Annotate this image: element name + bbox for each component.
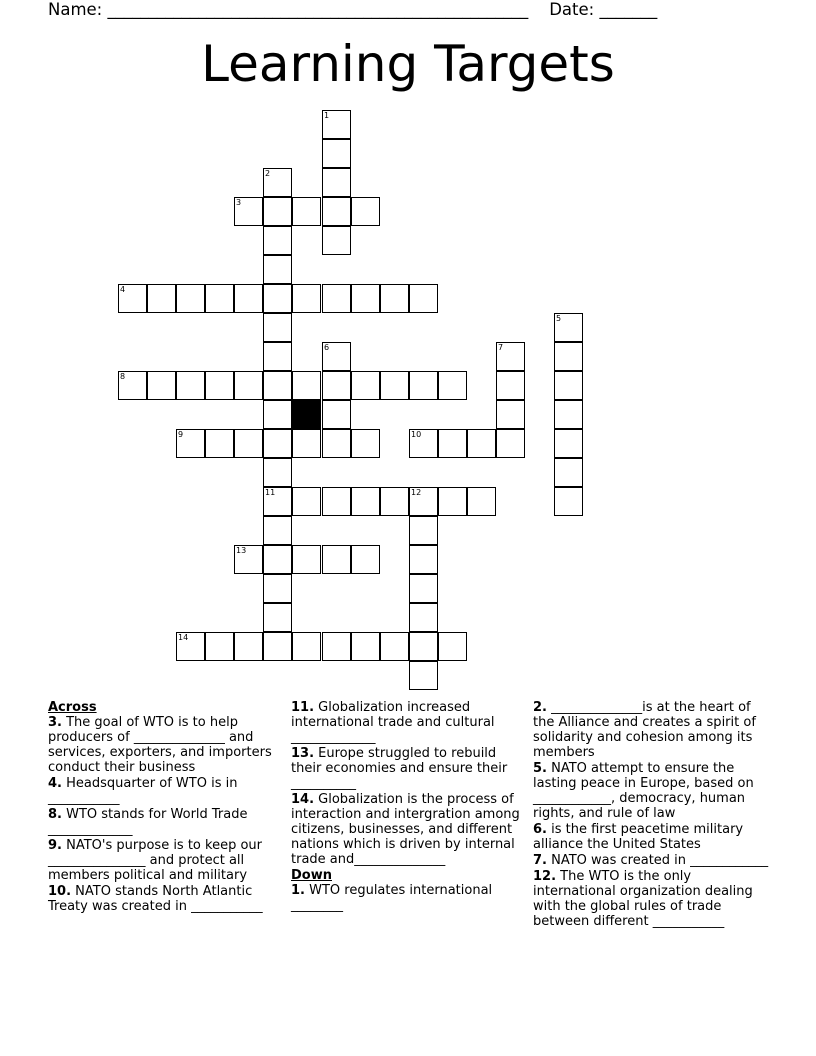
grid-cell[interactable]: [496, 342, 525, 371]
grid-cell[interactable]: [322, 371, 351, 400]
grid-cell[interactable]: [322, 168, 351, 197]
clue-item: [533, 700, 769, 760]
grid-cell[interactable]: [322, 110, 351, 139]
grid-cell[interactable]: [554, 313, 583, 342]
grid-cell[interactable]: [467, 429, 496, 458]
down-heading: Down: [291, 868, 332, 883]
grid-cell[interactable]: [292, 371, 321, 400]
grid-cell[interactable]: [292, 545, 321, 574]
clue-item: [291, 700, 521, 745]
clue-num: 7.: [533, 853, 547, 868]
clue-num: 2.: [533, 700, 547, 715]
grid-cell[interactable]: [234, 284, 263, 313]
grid-cell[interactable]: [176, 429, 205, 458]
grid-cell[interactable]: [438, 487, 467, 516]
clue-number: 1: [324, 111, 330, 120]
grid-cell[interactable]: [292, 197, 321, 226]
grid-cell[interactable]: [263, 545, 292, 574]
clue-number: 7: [498, 343, 504, 352]
grid-cell[interactable]: [409, 284, 438, 313]
down-clue-list-continued: [533, 700, 769, 929]
grid-cell[interactable]: [263, 487, 292, 516]
clue-text: Globalization is the process of interaction and intergration among citizens, businesses, and different nations which is driven by internal trade and______________: [291, 792, 520, 867]
clue-item: [48, 776, 282, 806]
clue-number: 11: [265, 488, 276, 497]
grid-cell[interactable]: [234, 429, 263, 458]
grid-cell[interactable]: [147, 284, 176, 313]
clue-text: ______________is at the heart of the Alliance and creates a spirit of solidarity and cohesion among its members: [533, 700, 756, 760]
grid-cell[interactable]: [292, 284, 321, 313]
grid-cell[interactable]: [263, 516, 292, 545]
clue-num: 8.: [48, 807, 62, 822]
grid-cell[interactable]: [263, 371, 292, 400]
grid-cell[interactable]: [263, 342, 292, 371]
grid-cell[interactable]: [409, 487, 438, 516]
grid-cell[interactable]: [351, 487, 380, 516]
grid-cell[interactable]: [322, 226, 351, 255]
grid-cell[interactable]: [380, 371, 409, 400]
grid-cell[interactable]: [263, 400, 292, 429]
grid-cell[interactable]: [438, 429, 467, 458]
clue-text: WTO regulates international ________: [291, 883, 493, 913]
clue-item: [48, 807, 282, 837]
clue-number: 8: [120, 372, 126, 381]
clue-item: [48, 715, 282, 775]
grid-cell[interactable]: [176, 284, 205, 313]
grid-cell[interactable]: [409, 545, 438, 574]
clue-num: 13.: [291, 746, 315, 761]
grid-cell[interactable]: [351, 197, 380, 226]
grid-cell[interactable]: [292, 487, 321, 516]
clue-number: 2: [265, 169, 271, 178]
clue-item: [291, 792, 521, 867]
clue-number: 9: [178, 430, 184, 439]
clue-number: 6: [324, 343, 330, 352]
clue-number: 12: [411, 488, 422, 497]
clue-num: 11.: [291, 700, 315, 715]
grid-cell[interactable]: [322, 400, 351, 429]
clue-text: NATO's purpose is to keep our _______________ and protect all members political and military: [48, 838, 263, 883]
clue-num: 10.: [48, 884, 72, 899]
grid-cell[interactable]: [351, 284, 380, 313]
grid-cell[interactable]: [118, 371, 147, 400]
grid-cell[interactable]: [263, 255, 292, 284]
clue-num: 12.: [533, 869, 557, 884]
grid-cell[interactable]: [118, 284, 147, 313]
clues-column-1: [48, 700, 282, 915]
clue-item: [291, 746, 521, 791]
grid-cell[interactable]: [409, 516, 438, 545]
clue-text: Headsquarter of WTO is in ___________: [48, 776, 238, 806]
grid-cell[interactable]: [176, 371, 205, 400]
grid-cell[interactable]: [554, 487, 583, 516]
clue-num: 6.: [533, 822, 547, 837]
clues-column-2: [291, 700, 521, 914]
grid-cell[interactable]: [351, 371, 380, 400]
grid-cell[interactable]: [554, 400, 583, 429]
grid-cell[interactable]: [496, 371, 525, 400]
grid-cell[interactable]: [263, 458, 292, 487]
across-clue-list: [48, 715, 282, 914]
grid-cell[interactable]: [234, 197, 263, 226]
across-clue-list-continued: [291, 700, 521, 867]
grid-cell[interactable]: [322, 545, 351, 574]
clue-num: 5.: [533, 761, 547, 776]
clue-text: NATO stands North Atlantic Treaty was created in ___________: [48, 884, 263, 914]
clue-item: [48, 838, 282, 883]
grid-cell[interactable]: [263, 429, 292, 458]
clue-number: 3: [236, 198, 242, 207]
clue-item: [533, 822, 769, 852]
grid-cell[interactable]: [467, 487, 496, 516]
grid-cell[interactable]: [176, 632, 205, 661]
grid-cell[interactable]: [380, 284, 409, 313]
clue-text: is the first peacetime military alliance the United States: [533, 822, 744, 852]
clue-num: 3.: [48, 715, 62, 730]
grid-cell[interactable]: [554, 342, 583, 371]
grid-cell[interactable]: [263, 603, 292, 632]
grid-cell[interactable]: [380, 487, 409, 516]
grid-cell[interactable]: [205, 632, 234, 661]
grid-cell[interactable]: [322, 487, 351, 516]
grid-cell[interactable]: [554, 429, 583, 458]
clue-number: 5: [556, 314, 562, 323]
clue-num: 4.: [48, 776, 62, 791]
grid-cell[interactable]: [234, 632, 263, 661]
grid-cell[interactable]: [322, 632, 351, 661]
grid-cell[interactable]: [438, 632, 467, 661]
clue-item: [291, 883, 521, 913]
clue-number: 14: [178, 633, 189, 642]
grid-cell[interactable]: [263, 632, 292, 661]
across-heading: Across: [48, 700, 97, 715]
grid-cell[interactable]: [322, 284, 351, 313]
grid-cell[interactable]: [234, 545, 263, 574]
clue-num: 9.: [48, 838, 62, 853]
clue-number: 10: [411, 430, 422, 439]
grid-cell[interactable]: [554, 371, 583, 400]
clue-text: The goal of WTO is to help producers of ______________ and services, exporters, and importers conduct their business: [48, 715, 272, 775]
grid-cell[interactable]: [409, 603, 438, 632]
grid-cell[interactable]: [554, 458, 583, 487]
grid-cell[interactable]: [496, 429, 525, 458]
grid-cell[interactable]: [351, 632, 380, 661]
grid-cell[interactable]: [205, 284, 234, 313]
page-title: Learning Targets: [201, 35, 615, 93]
clue-item: [533, 869, 769, 929]
clue-item: [533, 853, 769, 868]
grid-cell[interactable]: [351, 429, 380, 458]
clues-column-3: [533, 700, 769, 930]
grid-cell[interactable]: [409, 371, 438, 400]
clue-num: 14.: [291, 792, 315, 807]
grid-cell[interactable]: [292, 632, 321, 661]
down-clue-list: [291, 883, 521, 913]
grid-cell[interactable]: [409, 661, 438, 690]
grid-cell[interactable]: [409, 632, 438, 661]
grid-cell[interactable]: [409, 574, 438, 603]
grid-cell[interactable]: [409, 429, 438, 458]
grid-cell[interactable]: [263, 313, 292, 342]
grid-cell[interactable]: [322, 197, 351, 226]
grid-cell[interactable]: [380, 632, 409, 661]
grid-cell[interactable]: [322, 429, 351, 458]
clue-number: 13: [236, 546, 247, 555]
grid-cell[interactable]: [496, 400, 525, 429]
grid-cell[interactable]: [263, 168, 292, 197]
clue-text: The WTO is the only international organization dealing with the global rules of trade between different ___________: [533, 869, 753, 929]
grid-cell[interactable]: [263, 284, 292, 313]
blocked-cell: [292, 400, 321, 429]
clue-text: WTO stands for World Trade _____________: [48, 807, 248, 837]
clue-text: NATO attempt to ensure the lasting peace in Europe, based on ____________, democracy, human rights, and rule of law: [533, 761, 754, 821]
grid-cell[interactable]: [205, 371, 234, 400]
clue-number: 4: [120, 285, 126, 294]
clue-item: [533, 761, 769, 821]
grid-cell[interactable]: [263, 197, 292, 226]
grid-cell[interactable]: [234, 371, 263, 400]
grid-cell[interactable]: [322, 139, 351, 168]
name-date-line: Name: ___________________________________________________ Date: _______: [48, 0, 658, 19]
grid-cell[interactable]: [438, 371, 467, 400]
grid-cell[interactable]: [263, 574, 292, 603]
clue-text: NATO was created in ____________: [546, 853, 769, 868]
grid-cell[interactable]: [292, 429, 321, 458]
clue-text: Europe struggled to rebuild their economies and ensure their __________: [291, 746, 508, 791]
clue-text: Globalization increased international trade and cultural _____________: [291, 700, 495, 745]
grid-cell[interactable]: [147, 371, 176, 400]
grid-cell[interactable]: [322, 342, 351, 371]
grid-cell[interactable]: [205, 429, 234, 458]
grid-cell[interactable]: [351, 545, 380, 574]
clue-num: 1.: [291, 883, 305, 898]
clue-item: [48, 884, 282, 914]
grid-cell[interactable]: [263, 226, 292, 255]
